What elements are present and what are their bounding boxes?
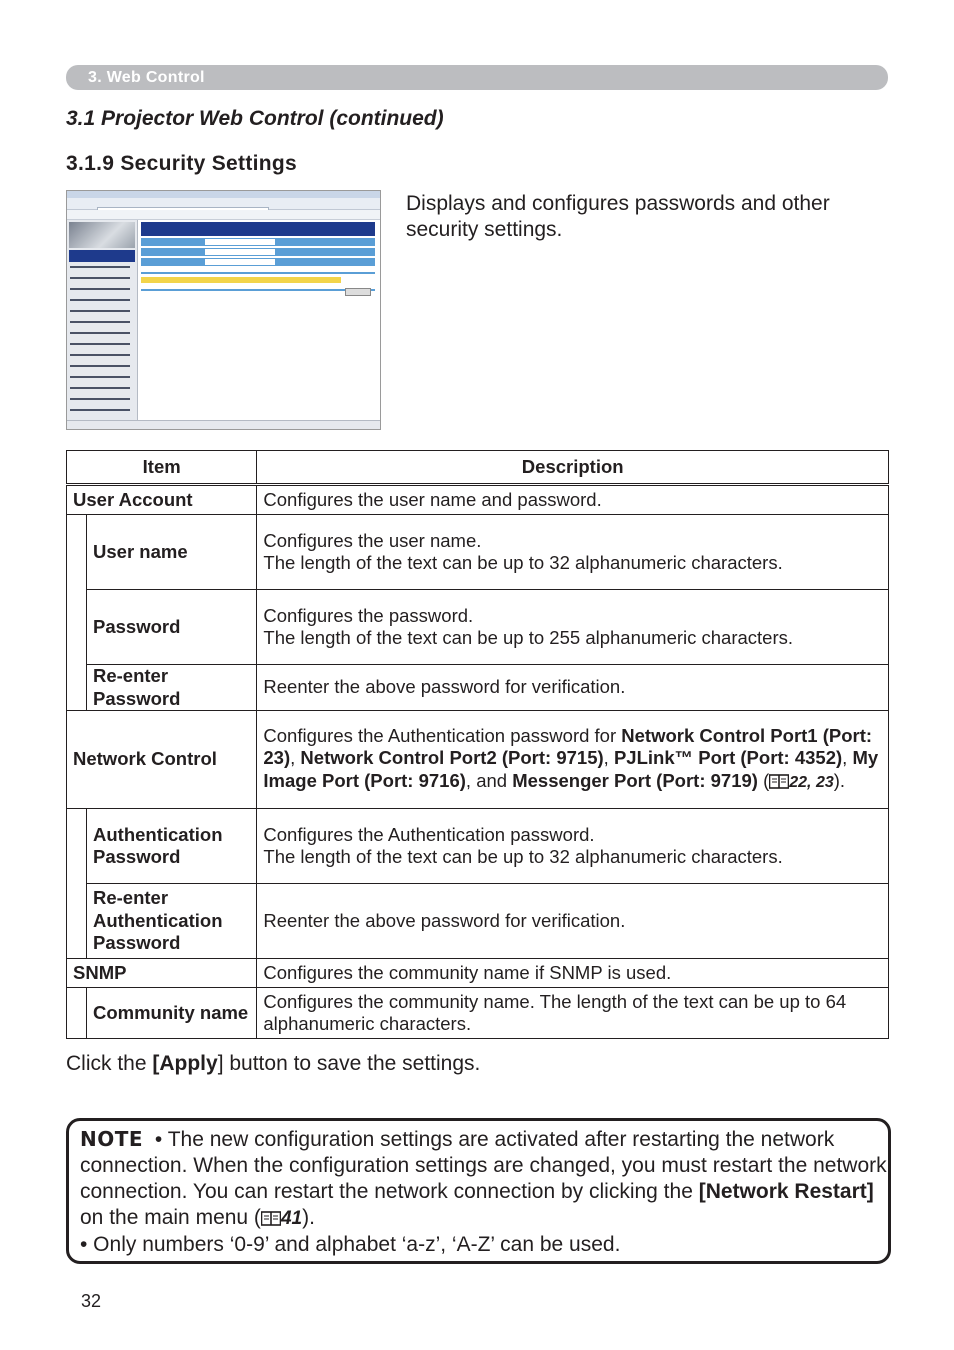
chapter-header-bar: [66, 65, 888, 90]
desc-reenter-auth: Reenter the above password for verification.: [257, 884, 889, 959]
item-user-name: User name: [87, 515, 257, 590]
item-network-control: Network Control: [67, 711, 257, 809]
desc-community-name: Configures the community name. The length of the text can be up to 64 alphanumeric characters.: [257, 988, 889, 1039]
page-reference: 41: [280, 1208, 303, 1229]
security-settings-screenshot: [66, 190, 381, 430]
note-box: NOTE • The new configuration settings are activated after restarting the network connection. When the configuration settings are changed, you must restart the network connection. You can restart the network connection by clicking the [Network Restart] on the main menu ( 41). • Only numbers ‘0-9’ and alphabet ‘a-z’, ‘A-Z’ can be used.: [66, 1118, 891, 1264]
table-row: [67, 515, 889, 590]
desc-auth-password: Configures the Authentication password. The length of the text can be up to 32 alphanumeric characters.: [257, 809, 889, 884]
header-description: Description: [257, 451, 889, 485]
table-row: [67, 988, 889, 1039]
table-row: [67, 959, 889, 988]
panel-title: [141, 222, 375, 236]
header-item: Item: [67, 451, 257, 485]
subsection-title: 3.1 Projector Web Control (continued): [66, 107, 444, 130]
menu-top-item: [69, 250, 135, 262]
note-label: NOTE: [80, 1127, 144, 1151]
browser-title-bar: [67, 191, 380, 198]
item-community-name: Community name: [87, 988, 257, 1039]
desc-user-account: Configures the user name and password.: [257, 485, 889, 515]
projector-photo: [69, 222, 135, 248]
table-header-row: [67, 451, 889, 485]
intro-text: Displays and configures passwords and other security settings.: [406, 192, 830, 241]
item-password: Password: [87, 590, 257, 665]
item-user-account: User Account: [67, 485, 257, 515]
desc-snmp: Configures the community name if SNMP is used.: [257, 959, 889, 988]
table-row: [67, 665, 889, 711]
apply-button-thumb: [345, 288, 371, 296]
item-snmp: SNMP: [67, 959, 257, 988]
table-row: [67, 884, 889, 959]
desc-password: Configures the password. The length of the text can be up to 255 alphanumeric characters.: [257, 590, 889, 665]
page-reference: 22, 23: [789, 773, 834, 791]
table-row: [67, 590, 889, 665]
item-auth-password: Authentication Password: [87, 809, 257, 884]
chapter-label: 3. Web Control: [88, 69, 205, 86]
book-reference-icon: [769, 774, 789, 789]
browser-address-bar: [67, 198, 380, 210]
note-bullet-2: • Only numbers ‘0-9’ and alphabet ‘a-z’, ‘A-Z’ can be used.: [80, 1233, 621, 1256]
desc-network-control: Configures the Authentication password for Network Control Port1 (Port: 23), Network Control Port2 (Port: 9715), PJLink™ Port (Port: 4352), My Image Port (Port: 9716), and Messenger Port (Port: 9719) ( 22, 23).: [257, 711, 889, 809]
page-number: 32: [81, 1291, 102, 1311]
section-title: 3.1.9 Security Settings: [66, 152, 297, 175]
browser-status-bar: [67, 420, 380, 429]
desc-reenter-password: Reenter the above password for verification.: [257, 665, 889, 711]
table-row: [67, 809, 889, 884]
browser-tab-bar: [67, 210, 380, 220]
security-form-panel: [141, 222, 375, 291]
table-row: [67, 711, 889, 809]
table-row: [67, 485, 889, 515]
item-reenter-auth: Re-enter Authentication Password: [87, 884, 257, 959]
book-reference-icon: [261, 1211, 281, 1226]
security-settings-table: [66, 450, 889, 1039]
web-menu-sidebar: [67, 220, 138, 420]
apply-instruction: Click the [Apply] button to save the settings.: [66, 1052, 481, 1075]
item-reenter-password: Re-enter Password: [87, 665, 257, 711]
desc-user-name: Configures the user name. The length of the text can be up to 32 alphanumeric characters.: [257, 515, 889, 590]
